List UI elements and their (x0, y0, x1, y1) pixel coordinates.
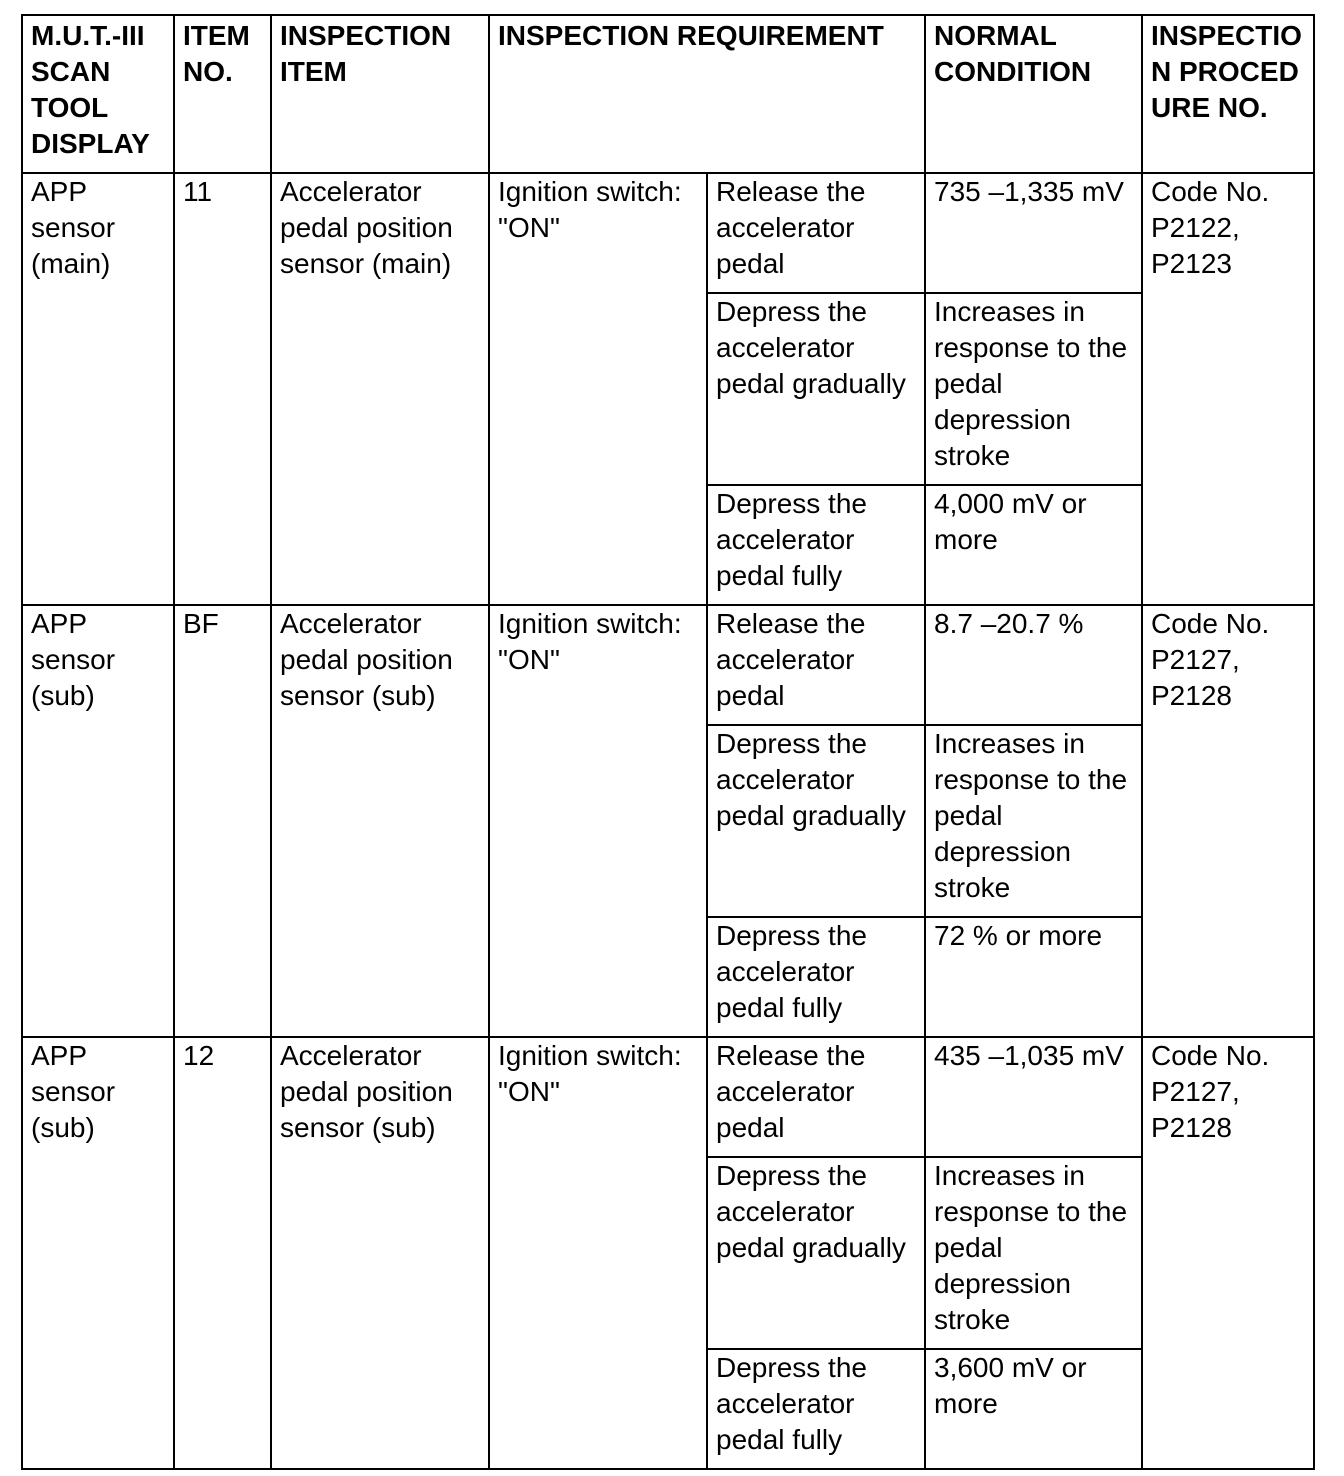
cell-display: APP sensor (sub) (22, 605, 174, 1037)
cell-item-no: BF (174, 605, 271, 1037)
table-row (22, 605, 1314, 725)
header-inspection-item: INSPECTION ITEM (271, 15, 489, 173)
inspection-table (21, 14, 1315, 1470)
cell-action: Depress the accelerator pedal gradually (707, 293, 925, 485)
cell-normal-condition: 8.7 –20.7 % (925, 605, 1142, 725)
cell-procedure-no: Code No. P2127, P2128 (1142, 605, 1314, 1037)
cell-item-no: 11 (174, 173, 271, 605)
cell-action: Depress the accelerator pedal fully (707, 485, 925, 605)
cell-normal-condition: 735 –1,335 mV (925, 173, 1142, 293)
table-row (22, 173, 1314, 293)
header-procedure-no: INSPECTION PROCEDURE NO. (1142, 15, 1314, 173)
cell-display: APP sensor (main) (22, 173, 174, 605)
cell-procedure-no: Code No. P2122, P2123 (1142, 173, 1314, 605)
header-item-no: ITEM NO. (174, 15, 271, 173)
cell-normal-condition: 72 % or more (925, 917, 1142, 1037)
cell-action: Release the accelerator pedal (707, 1037, 925, 1157)
cell-procedure-no: Code No. P2127, P2128 (1142, 1037, 1314, 1469)
cell-display: APP sensor (sub) (22, 1037, 174, 1469)
cell-inspection-item: Accelerator pedal position sensor (sub) (271, 1037, 489, 1469)
cell-requirement: Ignition switch: "ON" (489, 173, 707, 605)
cell-requirement: Ignition switch: "ON" (489, 1037, 707, 1469)
cell-normal-condition: 435 –1,035 mV (925, 1037, 1142, 1157)
cell-inspection-item: Accelerator pedal position sensor (main) (271, 173, 489, 605)
cell-normal-condition: Increases in response to the pedal depression stroke (925, 725, 1142, 917)
cell-requirement: Ignition switch: "ON" (489, 605, 707, 1037)
cell-action: Release the accelerator pedal (707, 173, 925, 293)
cell-normal-condition: Increases in response to the pedal depression stroke (925, 1157, 1142, 1349)
cell-item-no: 12 (174, 1037, 271, 1469)
header-normal-condition: NORMAL CONDITION (925, 15, 1142, 173)
header-display: M.U.T.-III SCAN TOOL DISPLAY (22, 15, 174, 173)
cell-action: Release the accelerator pedal (707, 605, 925, 725)
cell-normal-condition: 4,000 mV or more (925, 485, 1142, 605)
header-row (22, 15, 1314, 173)
cell-action: Depress the accelerator pedal gradually (707, 1157, 925, 1349)
header-inspection-requirement: INSPECTION REQUIREMENT (489, 15, 925, 173)
cell-action: Depress the accelerator pedal fully (707, 917, 925, 1037)
cell-inspection-item: Accelerator pedal position sensor (sub) (271, 605, 489, 1037)
cell-normal-condition: Increases in response to the pedal depression stroke (925, 293, 1142, 485)
cell-normal-condition: 3,600 mV or more (925, 1349, 1142, 1469)
table-row (22, 1037, 1314, 1157)
cell-action: Depress the accelerator pedal gradually (707, 725, 925, 917)
cell-action: Depress the accelerator pedal fully (707, 1349, 925, 1469)
